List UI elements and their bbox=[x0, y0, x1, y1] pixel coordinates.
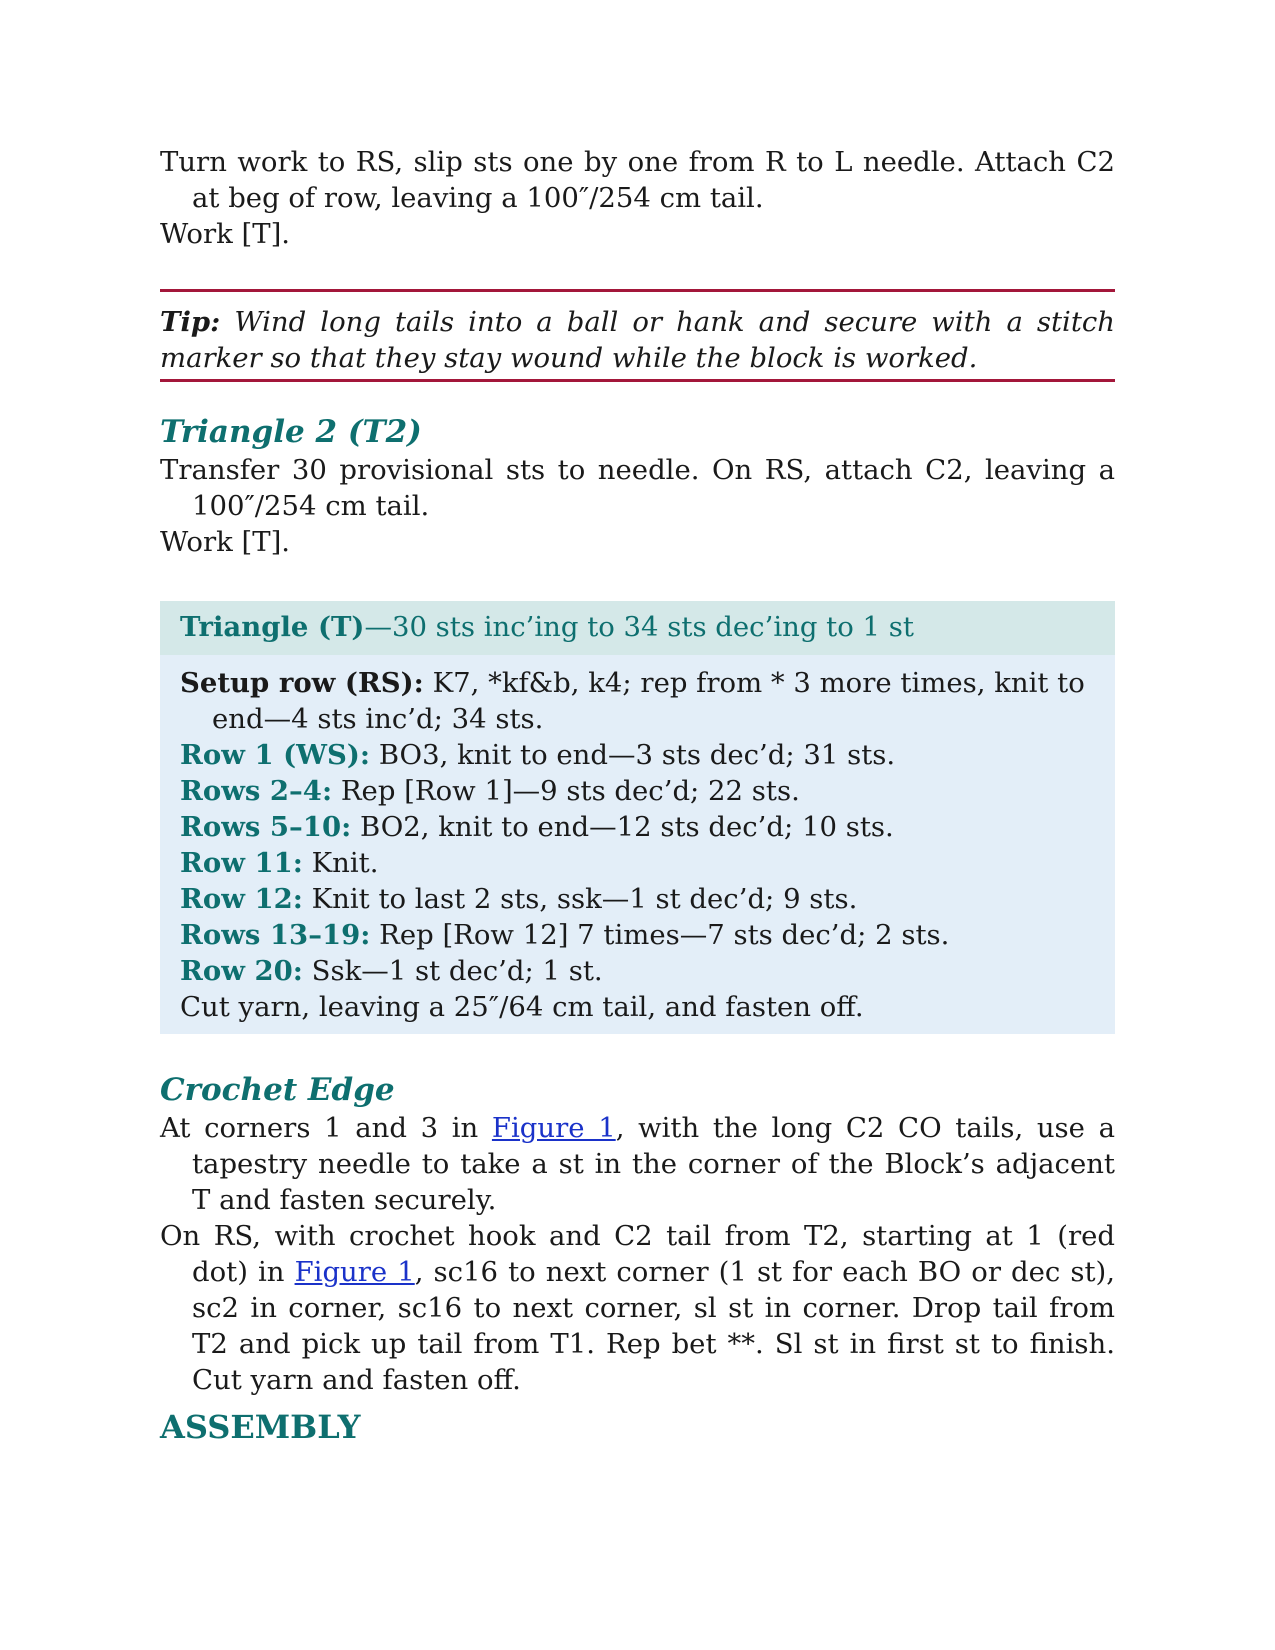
intro-work-line: Work [T]. bbox=[160, 218, 291, 250]
triangle-box-body bbox=[160, 655, 1115, 1025]
tip-text: Wind long tails into a ball or hank and secure with a stitch marker so that they stay wound while the block is worked. bbox=[160, 306, 1115, 374]
crochet-paragraph-2 bbox=[160, 1218, 1115, 1398]
text-span: On RS, with crochet hook and C2 tail from T2, starting at 1 (red dot) in bbox=[160, 1220, 1115, 1288]
triangle-pattern-box bbox=[160, 601, 1115, 1034]
final-instruction: Cut yarn, leaving a 25″/64 cm tail, and fasten off. bbox=[180, 991, 864, 1023]
pattern-row bbox=[180, 773, 1095, 809]
row-label: Rows 2–4: bbox=[180, 775, 333, 807]
row-text: BO2, knit to end—12 sts dec’d; 10 sts. bbox=[351, 811, 894, 843]
tip-label: Tip: bbox=[160, 306, 221, 338]
pattern-row bbox=[180, 953, 1095, 989]
triangle-box-title-label: Triangle (T) bbox=[180, 611, 365, 643]
intro-paragraph: Turn work to RS, slip sts one by one from R to L needle. Attach C2 at beg of row, leaving a 100″/254 cm tail. bbox=[160, 146, 1115, 214]
pattern-row bbox=[180, 809, 1095, 845]
crochet-heading: Crochet Edge bbox=[160, 1072, 395, 1108]
assembly-section bbox=[160, 1408, 361, 1446]
row-text: Rep [Row 12] 7 times—7 sts dec’d; 2 sts. bbox=[370, 919, 950, 951]
row-label: Row 12: bbox=[180, 883, 303, 915]
text-span: At corners 1 and 3 in bbox=[160, 1112, 492, 1144]
triangle2-heading: Triangle 2 (T2) bbox=[160, 414, 422, 450]
tip-box bbox=[160, 289, 1115, 382]
crochet-paragraph-1 bbox=[160, 1110, 1115, 1218]
figure-1-link[interactable]: Figure 1 bbox=[294, 1256, 415, 1288]
figure-1-link[interactable]: Figure 1 bbox=[491, 1112, 616, 1144]
row-label: Row 1 (WS): bbox=[180, 739, 371, 771]
triangle-box-title-rest: —30 sts inc’ing to 34 sts dec’ing to 1 st bbox=[364, 611, 914, 643]
row-text: K7, *kf&b, k4; rep from * 3 more times, knit to end—4 sts inc’d; 34 sts. bbox=[212, 667, 1085, 735]
row-text: Knit. bbox=[302, 847, 379, 879]
row-text: Ssk—1 st dec’d; 1 st. bbox=[302, 955, 603, 987]
pattern-row bbox=[180, 737, 1095, 773]
crochet-section bbox=[160, 1072, 1115, 1398]
intro-section bbox=[160, 144, 1115, 252]
row-text: Rep [Row 1]—9 sts dec’d; 22 sts. bbox=[332, 775, 800, 807]
triangle2-work-line: Work [T]. bbox=[160, 526, 291, 558]
row-text: Knit to last 2 sts, ssk—1 st dec’d; 9 sts. bbox=[302, 883, 858, 915]
row-text: BO3, knit to end—3 sts dec’d; 31 sts. bbox=[370, 739, 896, 771]
pattern-row bbox=[180, 881, 1095, 917]
pattern-row bbox=[180, 845, 1095, 881]
row-label: Rows 5–10: bbox=[180, 811, 352, 843]
assembly-heading: ASSEMBLY bbox=[160, 1408, 361, 1446]
pattern-row bbox=[180, 917, 1095, 953]
setup-row bbox=[180, 665, 1095, 737]
text-span: , sc16 to next corner (1 st for each BO or dec st), sc2 in corner, sc16 to next corner, sl st in corner. Drop tail from T2 and pick up tail from T1. Rep bet **. Sl st in first st to finish. Cut yarn and fasten off. bbox=[192, 1256, 1115, 1396]
row-label: Row 20: bbox=[180, 955, 303, 987]
triangle-box-title bbox=[160, 601, 1115, 655]
triangle2-section bbox=[160, 414, 1115, 560]
row-label: Rows 13–19: bbox=[180, 919, 371, 951]
text-span: , with the long C2 CO tails, use a tapestry needle to take a st in the corner of the Block’s adjacent T and fasten securely. bbox=[192, 1112, 1115, 1216]
row-label: Setup row (RS): bbox=[180, 667, 424, 699]
row-label: Row 11: bbox=[180, 847, 303, 879]
triangle2-paragraph: Transfer 30 provisional sts to needle. On RS, attach C2, leaving a 100″/254 cm tail. bbox=[160, 454, 1115, 522]
